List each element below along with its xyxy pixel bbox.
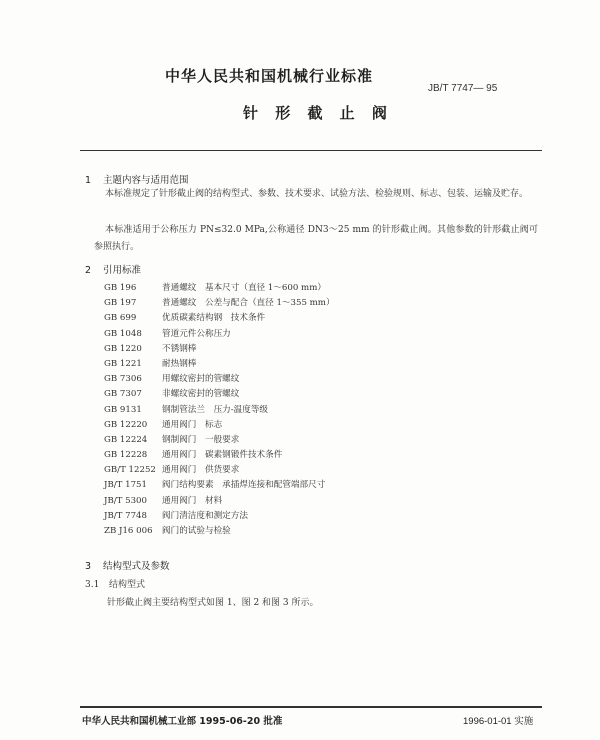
reference-title: 优质碳素结构钢 技术条件 [162,313,266,324]
reference-item [104,281,335,296]
section-3-1-heading [85,577,145,590]
section-3-1-paragraph: 针形截止阀主要结构型式如图 1、图 2 和图 3 所示。 [107,598,319,608]
effective-date: 1996-01-01 实施 [463,716,534,727]
reference-code: GB 1221 [104,358,142,369]
reference-title: 普通螺纹 基本尺寸（直径 1～600 mm） [162,283,326,293]
section-3-1-number: 3.1 [85,580,100,590]
reference-item [104,403,335,418]
reference-title: 通用阀门 碳素钢锻件技术条件 [162,450,283,461]
reference-item [104,311,335,326]
section-1-paragraph-1: 本标准规定了针形截止阀的结构型式、参数、技术要求、试验方法、检验规则、标志、包装、运输及贮存。 [105,189,529,199]
approval-line: 中华人民共和国机械工业部 1995-06-20 批准 [82,716,283,727]
reference-item [104,387,335,402]
reference-code: GB 12220 [104,419,148,430]
reference-title: 普通螺纹 公差与配合（直径 1～355 mm） [162,298,335,309]
reference-item [104,463,335,478]
reference-title: 通用阀门 标志 [162,419,223,430]
reference-code: GB 699 [104,313,137,324]
referenced-standards-list [104,281,335,539]
section-2-number: 2 [85,265,92,276]
reference-title: 钢制阀门 一般要求 [162,434,240,445]
section-1-paragraph-2: 本标准适用于公称压力 PN≤32.0 MPa,公称通径 DN3～25 mm 的针形截止阀。其他参数的针形截止阀可参照执行。 [94,225,538,252]
reference-item [104,372,335,387]
reference-code: GB/T 12252 [104,465,156,476]
section-3-title: 结构型式及参数 [103,561,170,572]
reference-title: 阀门结构要素 承插焊连接和配管端部尺寸 [162,480,326,491]
section-3-heading [85,558,170,572]
standard-title: 中华人民共和国机械行业标准 [165,67,374,85]
section-2-heading [85,262,141,276]
reference-code: GB 7307 [104,389,142,400]
reference-title: 耐热钢棒 [162,358,197,369]
reference-item [104,478,335,493]
reference-item [104,357,335,372]
reference-title: 不锈钢棒 [162,343,197,354]
reference-code: GB 12228 [104,450,148,461]
reference-title: 通用阀门 材料 [162,495,223,506]
reference-item [104,342,335,357]
section-3-number: 3 [85,561,92,572]
reference-code: GB 1220 [104,343,142,354]
reference-item [104,296,335,311]
reference-code: GB 196 [104,283,137,293]
reference-item [104,494,335,509]
section-1-number: 1 [85,175,92,186]
reference-title: 非螺纹密封的管螺纹 [162,389,240,400]
reference-code: GB 197 [104,298,137,309]
reference-item [104,509,335,524]
reference-code: GB 9131 [104,404,142,415]
reference-code: GB 12224 [104,434,148,445]
footer-divider [80,706,542,708]
reference-item [104,418,335,433]
reference-title: 用螺纹密封的管螺纹 [162,374,240,385]
reference-title: 阀门清洁度和测定方法 [162,510,248,521]
standard-code: JB/T 7747— 95 [428,83,498,94]
reference-title: 管道元件公称压力 [162,328,231,339]
reference-title: 阀门的试验与检验 [162,526,231,536]
document-title: 针 形 截 止 阀 [243,104,393,122]
reference-code: JB/T 7748 [104,510,147,521]
reference-item [104,327,335,342]
header-divider [80,150,542,151]
reference-title: 钢制管法兰 压力-温度等级 [162,404,269,415]
section-3-1-title: 结构型式 [109,580,146,590]
reference-item [104,448,335,463]
reference-code: JB/T 1751 [104,480,147,491]
section-1-heading [85,172,189,186]
reference-code: GB 1048 [104,328,142,339]
reference-code: GB 7306 [104,374,142,385]
reference-title: 通用阀门 供货要求 [162,465,240,476]
reference-item [104,433,335,448]
section-1-title: 主题内容与适用范围 [103,175,189,186]
reference-item [104,524,335,539]
reference-code: JB/T 5300 [104,495,147,506]
section-2-title: 引用标准 [103,265,142,276]
reference-code: ZB J16 006 [104,526,153,536]
